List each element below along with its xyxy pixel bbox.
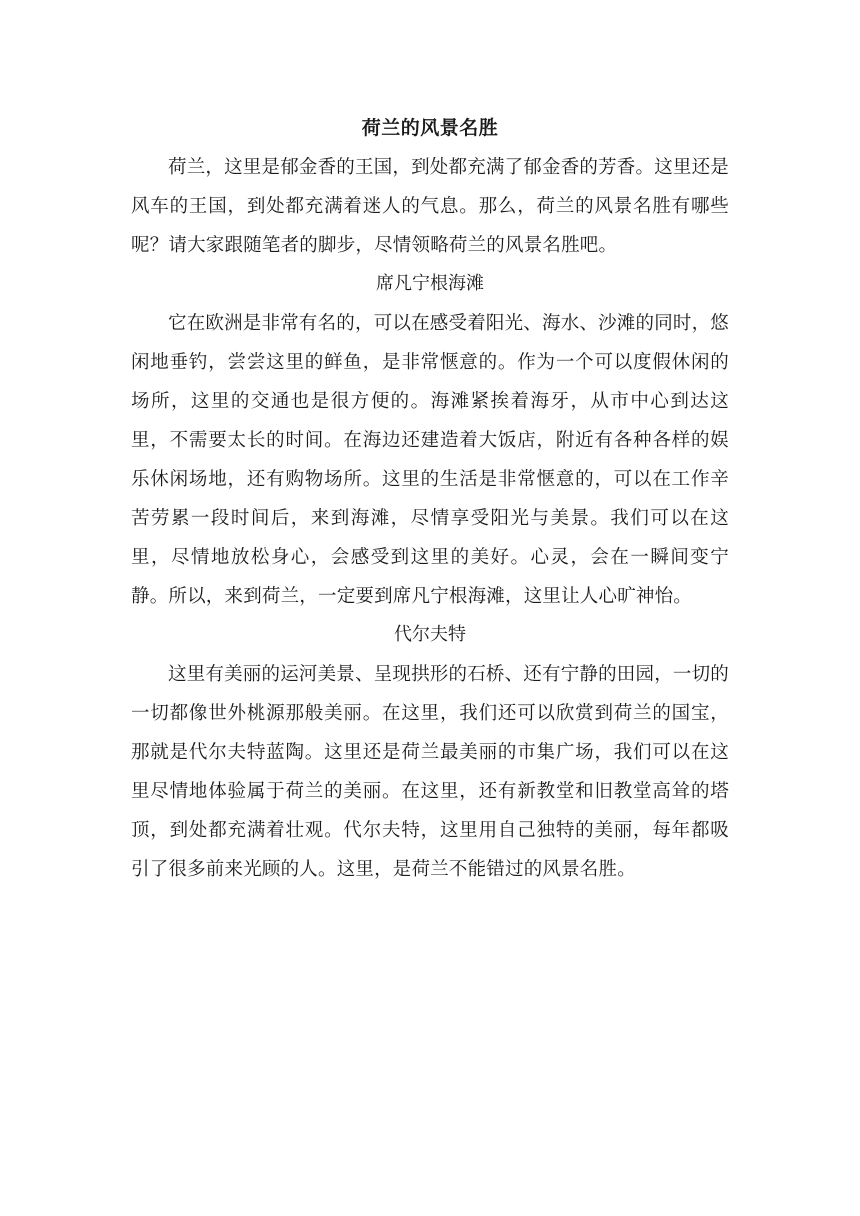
section-body-delft: 这里有美丽的运河美景、呈现拱形的石桥、还有宁静的田园，一切的一切都像世外桃源那般美丽。在这里，我们还可以欣赏到荷兰的国宝，那就是代尔夫特蓝陶。这里还是荷兰最美丽的市集广场，我们可以在这里尽情地体验属于荷兰的美丽。在这里，还有新教堂和旧教堂高耸的塔顶，到处都充满着壮观。代尔夫特，这里用自己独特的美丽，每年都吸引了很多前来光顾的人。这里，是荷兰不能错过的风景名胜。 xyxy=(131,664,730,880)
document-title: 荷兰的风景名胜 xyxy=(361,117,499,139)
section-heading-delft: 代尔夫特 xyxy=(394,624,466,645)
intro-paragraph: 荷兰，这里是郁金香的王国，到处都充满了郁金香的芳香。这里还是风车的王国，到处都充满着迷人的气息。那么，荷兰的风景名胜有哪些呢？请大家跟随笔者的脚步，尽情领略荷兰的风景名胜吧。 xyxy=(131,157,730,256)
section-body-scheveningen: 它在欧洲是非常有名的，可以在感受着阳光、海水、沙滩的同时，悠闲地垂钓，尝尝这里的鲜鱼，是非常惬意的。作为一个可以度假休闲的场所，这里的交通也是很方便的。海滩紧挨着海牙，从市中心到达这里，不需要太长的时间。在海边还建造着大饭店，附近有各种各样的娱乐休闲场地，还有购物场所。这里的生活是非常惬意的，可以在工作辛苦劳累一段时间后，来到海滩，尽情享受阳光与美景。我们可以在这里，尽情地放松身心，会感受到这里的美好。心灵，会在一瞬间变宁静。所以，来到荷兰，一定要到席凡宁根海滩，这里让人心旷神怡。 xyxy=(131,313,730,607)
document-body xyxy=(131,112,729,889)
section-heading-scheveningen: 席凡宁根海滩 xyxy=(376,273,484,294)
